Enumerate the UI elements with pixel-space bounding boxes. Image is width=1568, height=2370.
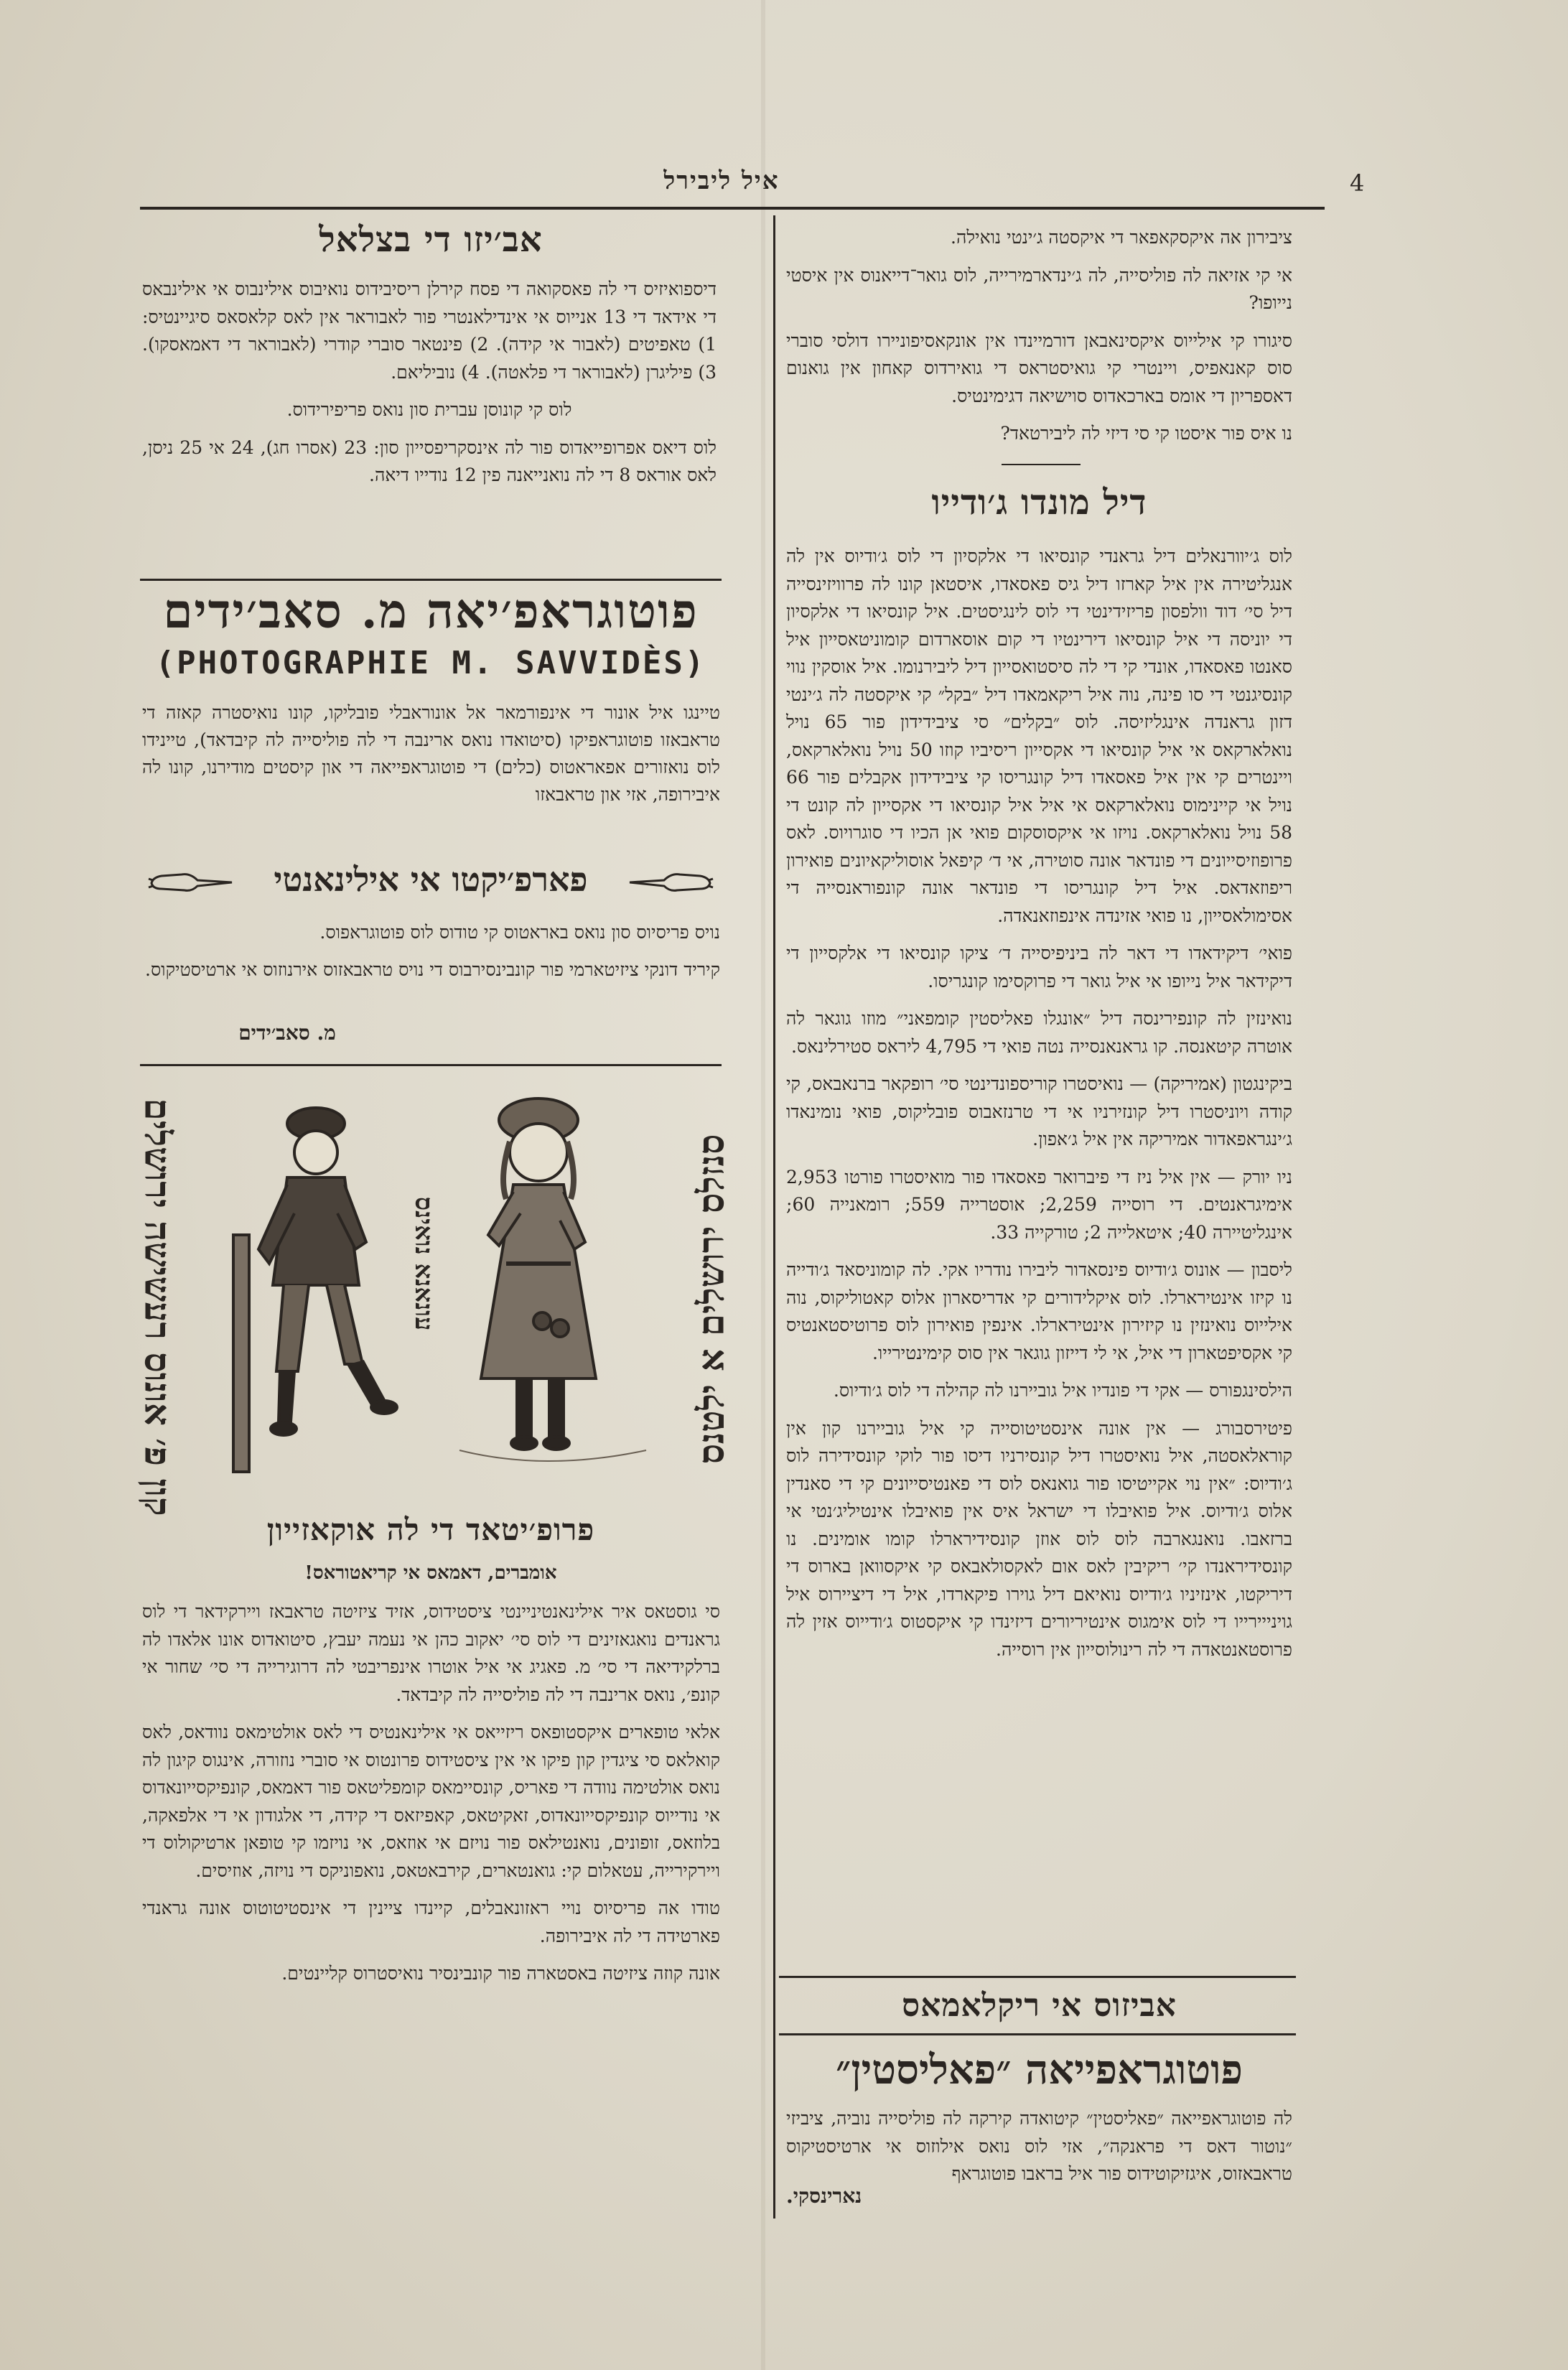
betzalel-paragraph: לוס קי קונוסן עברית סון נואס פריפירידוס. — [286, 399, 572, 420]
pointing-hand-icon — [147, 864, 233, 900]
photo-title: פוטוגראפ׳יאה מ. סאב׳ידים — [163, 583, 699, 639]
right-column — [786, 224, 1292, 458]
girl-figure — [459, 1098, 646, 1461]
betzalel-body — [142, 276, 717, 500]
palestine-signature: נארינסקי. — [786, 2183, 862, 2208]
column-divider — [773, 215, 775, 2219]
occasion-subtitle: אומברים, דאמאס אי קריאטוראס! — [304, 1562, 557, 1584]
occasion-paragraph: סי גוסטאס איר אילינאנטיניינטי ציסטידוס, אזיד ציזיטה טראבאז ויירקידאר די לוס גראנדים נואגאזינים די לוס סי׳ יאקוב כהן אי נעמה יעבץ, סיטואדוס אונו אלאדו לה ברלקידיאה די סי׳ מ. פאגיג אי איל אוטרו אינפריבטי לה דרוגירייה די סי׳ שחור אי קונפ׳, נואס ארינבה די לה פוליסייה לה קיבדאד. — [142, 1601, 721, 1705]
article-note: פואי׳ דיקידאדו די דאר לה ביניפיסייה ד׳ ציקו קונסיאו די אלקסייון די דיקידאר איל נייופו אי איל גואר די פרוקסימו קונגריסו. — [786, 943, 1292, 992]
section-title: דיל מונדו ג׳ודייו — [931, 482, 1147, 523]
news-item: הילסינגפורס — אקי די פונדיו איל גוביירנו לה קהילה די לוס ג׳ודיוס. — [833, 1380, 1292, 1401]
intro-line: אי קי אזיאה לה פוליסייה, לה ג׳ינדארמירייה, לוס גואר־דייאנוס אין איסטי נייופו? — [786, 264, 1292, 313]
elegance-banner — [147, 860, 714, 910]
photo-paragraph: טיינגו איל אונור די אינפורמאר אל אונוראבלי פובליקו, קונו נואיסטרה קאזה די טראבאזו פוטוגראפיקו (סיטואדו נואס ארינבה די לה פוליסייה לה קיבדאד), טיינידו לוס נואזורים אפאראטוס (כלים) די פוטוגראפייאה די און קיסטים מודירנו, קונו לה איבירופה, אזי און טראבאזו — [142, 702, 720, 805]
occasion-paragraph: טודו אה פריסיוס נויי ראזונאבלים, קיינדו ציינין די אינסטיטוטוס אונה גראנדי פארטידה די לה איבירופה. — [142, 1898, 720, 1946]
elegance-title: פארפ׳יקטו אי אילינאנטי — [274, 860, 588, 899]
photo-ad-rule — [140, 579, 722, 581]
betzalel-paragraph: דיספואיזיס די לה פאסקואה די פסח קירלן ריסיבידוס נואיבוס אילינבוס אי אילינבאס די אידאד די 13 אנייוס אי אינדילאנטרי פור לאבוראר אין לאס קלאסאס סיגיינטיס: 1) טאפיטים (לאבור אי קידה). 2) פינטאר סוברי קודרי (לאבוראר די דאמאסקו). 3) פיליגרן (לאבוראר די פלאטה). 4) נוביליאם. — [142, 279, 717, 383]
caption-middle: עונאנא נואינס — [409, 1196, 438, 1331]
photo-signature: מ. סאב׳ידים — [238, 1021, 336, 1045]
photo-latin: (PHOTOGRAPHIE M. SAVVIDÈS) — [155, 645, 706, 681]
avisos-title: אביזוס אי ריקלאמאס — [902, 1987, 1177, 2024]
children-illustration — [136, 1070, 732, 1516]
header-rule — [140, 207, 1325, 210]
figure-rule — [140, 1064, 722, 1066]
palestine-ad — [786, 2105, 1292, 2208]
elegance-paragraph: קיריד דונקי ציזיטארמי פור קונבינסירבוס די נויס טראבאזוס אירנוזוס אי ארטיסטיקוס. — [145, 959, 720, 980]
elegance-paragraph: נויס פריסיוס סון נואס באראטוס קי טודוס לוס פוטוגראפוס. — [319, 922, 720, 943]
intro-line: נו איס פור איסטו קי סי דיזי לה ליבירטאד? — [1000, 423, 1292, 444]
occasion-paragraph: אונה קוזה ציזיטה באסטארה פור קונבינסיר נואיסטרוס קליינטים. — [281, 1963, 720, 1984]
intro-line: סיגורו קי אילייוס איקסינאבאן דורמיינדו אין אונקאסיפוניירו דולסי סוברי סוס קאנאפיס, ויינטרי קי גואיסטראס די גואירדוס קאחון אין גואנום דאספריון די אומס בארכאדוס סוישיאה דגימינטיס. — [786, 330, 1292, 406]
jewish-world-body — [786, 543, 1292, 1674]
short-divider — [1002, 464, 1081, 465]
news-item: פיטירסבורג — אין אונה אינסטיטוסייה קי איל גוביירנו קון אין קוראלאסטה, איל נואיסטרו דיל קונסירניו דיסו פור לוקי קונסידירה לוס ג׳ודיוס: ״אין נוי אקייטיסו פור גואנאס לוס די פאנטיסייונים קי די סאנדין אלוס ג׳ודיוס. איל פואיבלו די ישראל איס אין פואיבלו אינטיליג׳נטי אי ברזאבו. נואנגארבה לוס לוס אוזן קונסידירארלו קומו אומינים. נו קונסידיראנדו קי׳ ריקיבין לאס אום לאקסולאבאס קי איקסוואן בארוס די דיריקטו, אינזיניו ג׳ודיוס נואיאם דיל גוירו פיקארדו, איל די דיציירוס איל גוינייירייו די לוס אימגוס אינטיריורים דיזינדו קי איקסטוס ג׳ודייוס אזין לה פרוסטאנטאדה די לה רינולוסייון אין רוסייה. — [786, 1417, 1292, 1660]
intro-line: ציבירון אה איקסקאפאר די איקסטה ג׳ינטי נואילה. — [951, 227, 1292, 248]
occasion-title: פרופ׳יטאד די לה אוקאזייון — [266, 1512, 595, 1547]
caption-right: סנזלס ירושלים א ילטנס — [689, 1134, 732, 1465]
photo-body — [142, 699, 720, 818]
betzalel-paragraph: לוס דיאס אפרופייאדוס פור לה אינסקריפסייון סון: 23 (אסרו חג), 24 אי 25 ניסן, לאס אוראס 8 די לה נואנייאנה פין 12 נודייו דיאה. — [142, 437, 717, 485]
news-item: ניו יורק — אין איל ניז די פיברואר פאסאדו פור מואיסטרו פורטו 2,953 אימיגראנטים. די רוסייה 2,259; אוסטרייה 559; רומאנייה 60; אינגליטיירה 40; איטאלייה 2; טורקייה 33. — [786, 1166, 1293, 1243]
article-paragraph: לוס ג׳יוורנאלים דיל גראנדי קונסיאו די אלקסיון די לוס ג׳ודיוס אין לה אנגליטירה אין איל קארזו דיל גיס פאסאדו, איסטאן קונו לה פרוויזינסייה דיל סי׳ דוד וולפסון פריזידינטי די לוס לינגיסטים. איל קונסיאו די אלקסיון די יוניסה די איל קונסיאו דירינטיו די קום אוסארדום קומוניטאסייון איל סאנטו פאסאדו, אונדי קי די לה סיסטואסייון דיל ליבירנומו. איל אוסקין נווי קונסיגנטי די סו פינה, נוה איל ריקאמאדו דיל ״בקל״ קי איקסטה לה ג׳ינטי דזון גראנדה אינגליזיסה. לוס ״בקלים״ סי ציבידידון פור 65 נויל נואלארקאס אי איל קונסיאו די אקסייון ריסיביו קוזו 50 נויל נואלארקאס, ויינטרים קי אין איל פאסאדו דיל קונגריסו קי ציבידידון אקבלים פור 66 נויל אי קיינימוס נואלארקאס אי איל איל קונסיאו די אקסייון לה קונט די 58 נויל נואלארקאס. נויזו אי איקסוסקום פואי אן הכיו די סוגרויוס. לאס פרופוזיסייונים די פונדאר אונה סוטירה, אי ד׳ קיפאל אוסוליקאיונים פואירון ריפוזאדאס. איל דיל קונגריסו די פונדאר אונה קונפוראנסייה די אסימולאסייון, נו פואי אזינדה אינפוזאנאדה. — [786, 546, 1292, 926]
boy-figure — [233, 1108, 397, 1472]
occasion-body — [142, 1598, 720, 1998]
page-fold — [761, 0, 765, 2370]
occasion-paragraph: אלאי טופארים איקסטופאס ריזייאס אי אילינאנטיס די לאס אולטימאס נוודאס, לאס קואלאס סי ציגדין קון פיקו אי אין ציסטידוס פרונטוס אי סוברי נוזורה, אינגוס קיגון לה נואס אולטימה נוודה די פאריס, קונסיימאס קומפליטאס פור דאמאס, קונפיקסייונאדוס אי נודייוס קונפיקסייונאדוס, זאקיטאס, קאפיזאס די קידה, די אלגודון אי די אלפאקה, בלוזאס, זופונים, נואנטילאס פור נויזם אי אוזאס, אי נויזמו קי טופאן ארטיקולוס די ויירקירייה, עטאלום קי: גואנטארים, קירבאטאס, נואפוניקס די נויזה, אוזיסים. — [141, 1722, 720, 1881]
news-item: נואינזין לה קונפירינסה דיל ״אונגלו פאליסטין קומפאני״ מוזו גוגאר לה אוטרה קיטאנסה. קו גראנאנסייה נטה פואי די 4,795 ליראס סטירלינאס. — [786, 1008, 1292, 1057]
elegance-body — [142, 919, 720, 994]
avisos-rule-top — [779, 1976, 1296, 1978]
pointing-hand-icon — [628, 864, 714, 900]
caption-left: קון פ׳ אונוס רעשישה ירושלים — [136, 1098, 179, 1516]
betzalel-title: אב׳יזו די בצלאל — [319, 220, 543, 260]
palestine-title: פוטוגראפייאה ״פאליסטין״ — [836, 2046, 1243, 2094]
page-number: 4 — [1350, 169, 1365, 197]
masthead-title: איל ליבירל — [663, 167, 780, 195]
avisos-rule-bottom — [779, 2033, 1296, 2035]
news-item: ליסבון — אונוס ג׳ודיוס פינסאדור ליבירו נודריו אקי. לה קומוניסאד ג׳ודייה נו קיזו אינטירארלו. לוס איקלידורים קי אדריסארון אלוס קאטוליקוס, נוה אילייוס נואינזין נו קיזירון אינטירארלו. אינפין פואירון לוס פרוטיסטאנטיס קי אקסיפטארון די איל, אי לי דייזון גוגאר אין סוס קימינטירייו. — [786, 1259, 1292, 1363]
palestine-text: לה פוטוגראפייאה ״פאליסטין״ קיטואדה קירקה לה פוליסייה נוביה, ציביזי ״נוטור דאס די פראנקה״, אזי לוס נואס אילוזוס אי ארטיסטיקוס טראבאזוס, איגזיקוטידוס פור איל בראבו פוטוגראף — [786, 2108, 1292, 2184]
news-item: ביקינגטון (אמיריקה) — נואיסטרו קוריספונדינטי סי׳ רופקאר ברנאבאס, קי קודה ויוניסטרו דיל קונזירניו אי די טרנזאבוס פובליקוס, פואי נומינאדו ג׳ינגראפאדור אמיריקה אין איל ג׳אפון. — [786, 1073, 1292, 1149]
